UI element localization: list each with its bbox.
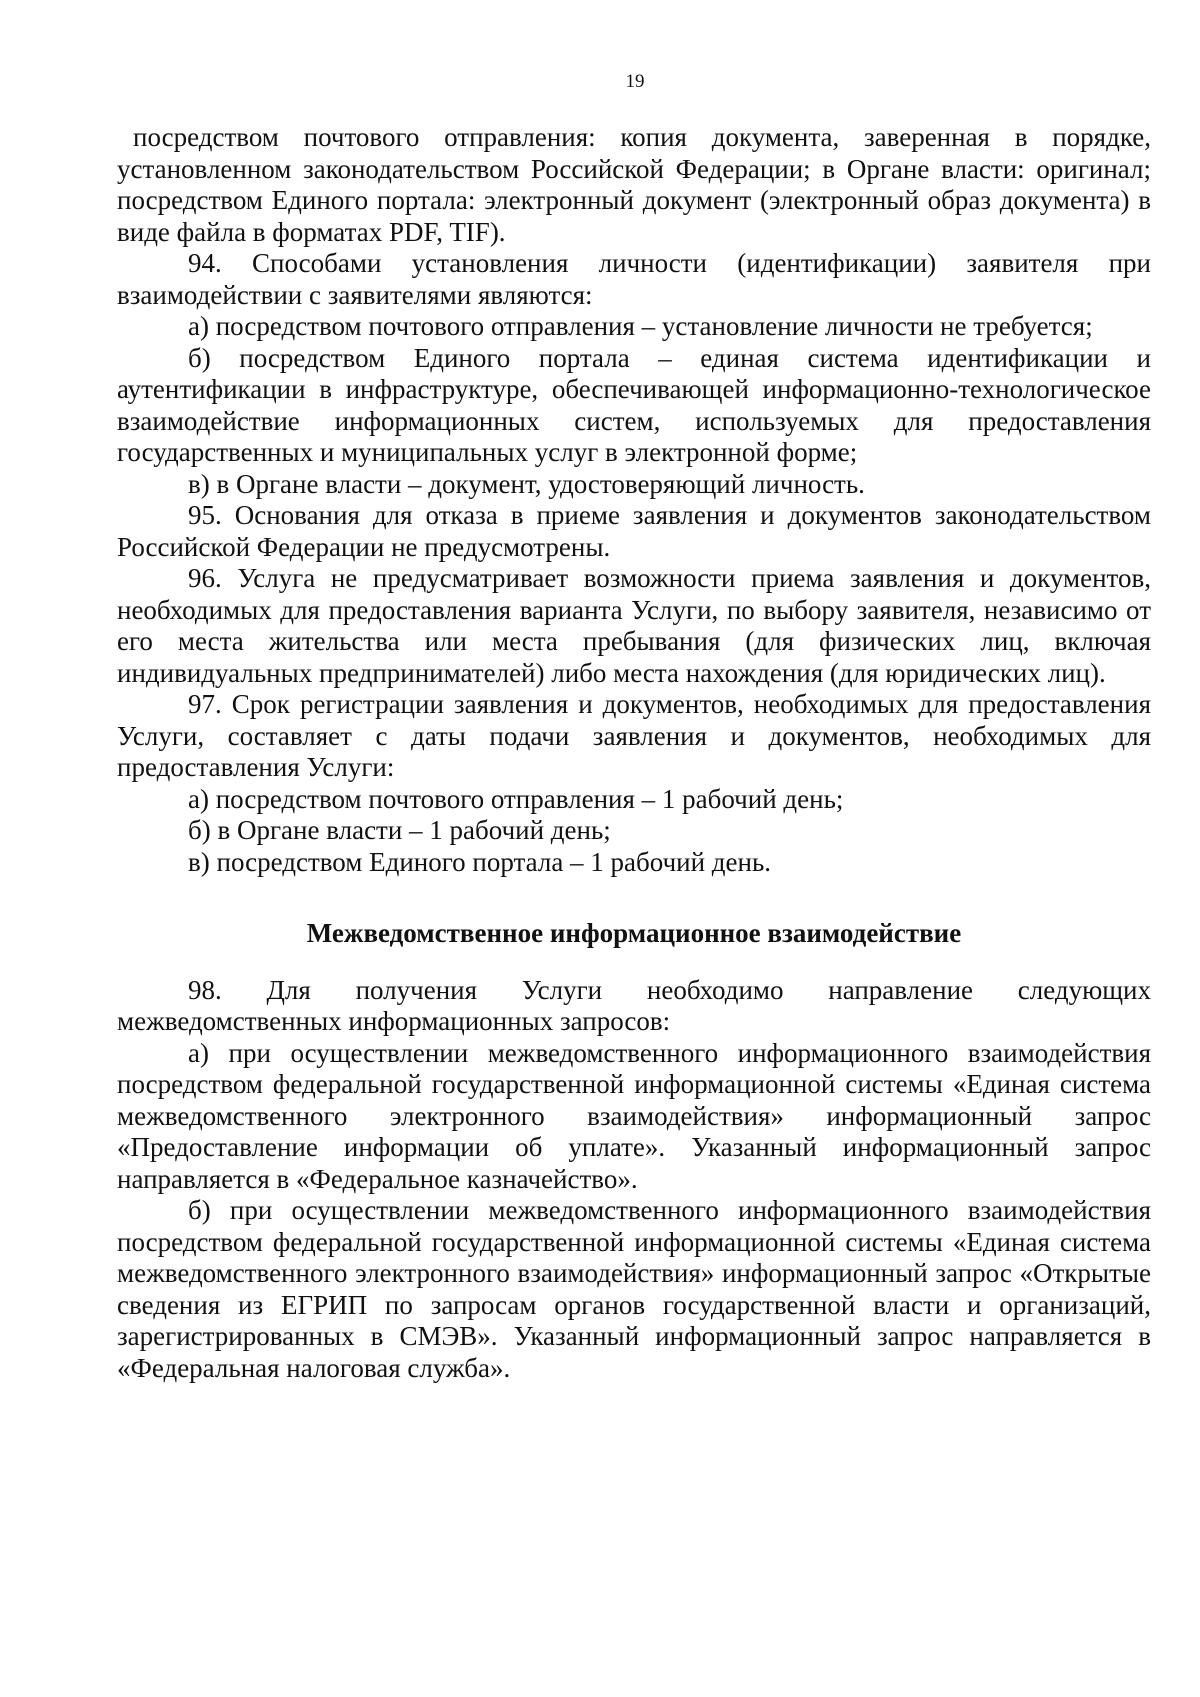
paragraph-98: 98. Для получения Услуги необходимо направление следующих межведомственных информационных запросов: <box>117 974 1151 1036</box>
document-body <box>117 122 1151 1384</box>
paragraph-97: 97. Срок регистрации заявления и документов, необходимых для предоставления Услуги, составляет с даты подачи заявления и документов, необходимых для предоставления Услуги: <box>117 689 1151 782</box>
page-number: 19 <box>625 71 645 92</box>
paragraph-94-c: в) в Органе власти – документ, удостоверяющий личность. <box>188 468 865 499</box>
paragraph-94: 94. Способами установления личности (идентификации) заявителя при взаимодействии с заявителями являются: <box>117 248 1151 310</box>
paragraph-continuation: посредством почтового отправления: копия документа, заверенная в порядке, установленном законодательством Российской Федерации; в Органе власти: оригинал; посредством Единого портала: электронный документ (электронный образ документа) в виде файла в форматах PDF, TIF). <box>117 122 1151 247</box>
paragraph-98-b: б) при осуществлении межведомственного информационного взаимодействия посредством федеральной государственной информационной системы «Единая система межведомственного электронного взаимодействия» информационный запрос «Открытые сведения из ЕГРИП по запросам органов государственной власти и организаций, зарегистрированных в СМЭВ». Указанный информационный запрос направляется в «Федеральная налоговая служба». <box>117 1195 1151 1383</box>
paragraph-94-b: б) посредством Единого портала – единая система идентификации и аутентификации в инфраструктуре, обеспечивающей информационно-технологическое взаимодействие информационных систем, используемых для предоставления государственных и муниципальных услуг в электронной форме; <box>117 342 1151 467</box>
paragraph-97-c: в) посредством Единого портала – 1 рабочий день. <box>188 846 772 877</box>
paragraph-94-a: а) посредством почтового отправления – установление личности не требуется; <box>188 311 1093 341</box>
paragraph-96: 96. Услуга не предусматривает возможности приема заявления и документов, необходимых для предоставления варианта Услуги, по выбору заявителя, независимо от его места жительства или места пребывания (для физических лиц, включая индивидуальных предпринимателей) либо места нахождения (для юридических лиц). <box>117 563 1151 688</box>
paragraph-97-a: а) посредством почтового отправления – 1 рабочий день; <box>188 783 844 814</box>
section-heading: Межведомственное информационное взаимодействие <box>306 918 962 948</box>
paragraph-97-b: б) в Органе власти – 1 рабочий день; <box>188 815 611 845</box>
paragraph-95: 95. Основания для отказа в приеме заявления и документов законодательством Российской Федерации не предусмотрены. <box>117 500 1151 562</box>
paragraph-98-a: а) при осуществлении межведомственного информационного взаимодействия посредством федеральной государственной информационной системы «Единая система межведомственного электронного взаимодействия» информационный запрос «Предоставление информации об уплате». Указанный информационный запрос направляется в «Федеральное казначейство». <box>117 1037 1151 1194</box>
